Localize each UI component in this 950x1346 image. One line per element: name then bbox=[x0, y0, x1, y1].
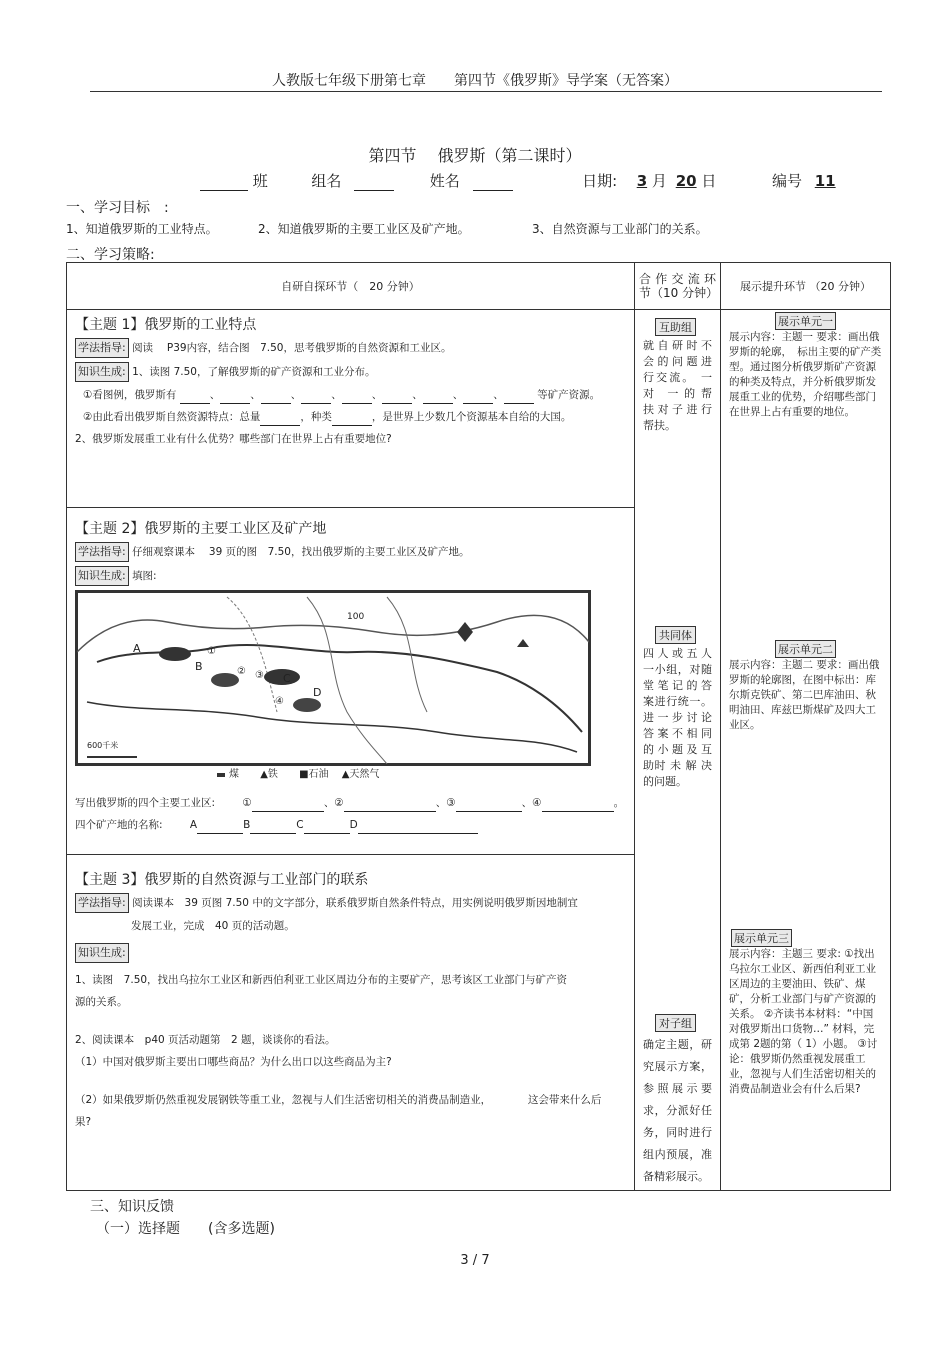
answer-blank[interactable] bbox=[301, 391, 331, 404]
page-title: 第四节 俄罗斯（第二课时） bbox=[368, 146, 582, 165]
class-label: 班 bbox=[252, 172, 268, 190]
day-unit: 日 bbox=[701, 172, 717, 190]
goal-3: 3、自然资源与工业部门的关系。 bbox=[532, 222, 708, 236]
group-label: 组名 bbox=[311, 172, 342, 190]
display-unit3-text: 展示内容：主题三 要求: ①找出乌拉尔工业区、新西伯利亚工业区周边的主要油田、铁矿、煤矿，分析工业部门与矿产资源的关系。 ②齐读书本材料：“中国对俄罗斯出口货物…” 材料，完成第 2题的第（ 1）小题。 ③讨论：俄罗斯仍然重视发展重工业，忽视与人们生活密切相关的消费品制造业会有什么后果? bbox=[729, 948, 878, 1095]
topic1-q1b: ②由此看出俄罗斯自然资源特点：总量 ，种类 ，是世界上少数几个资源基本自给的大国。 bbox=[83, 408, 626, 426]
page-number: 3 / 7 bbox=[460, 1253, 490, 1268]
display-unit1-tag: 展示单元一 bbox=[775, 312, 836, 330]
display-unit1-text: 展示内容：主题一 要求：画出俄罗斯的轮廓， 标出主要的矿产类型。通过图分析俄罗斯矿产资源的种类及特点，并分析俄罗斯发展重工业的优势，介绍哪些部门在世界上占有重要的地位。 bbox=[729, 331, 882, 418]
month-unit: 月 bbox=[651, 172, 667, 190]
map-circle-3: ③ bbox=[255, 670, 264, 682]
topic1-cell bbox=[67, 310, 635, 508]
map-label-c: C bbox=[283, 672, 291, 686]
header-divider bbox=[90, 91, 882, 92]
topic2-cell bbox=[67, 508, 635, 854]
topic1-know: 1、读图 7.50，了解俄罗斯的矿产资源和工业分布。 bbox=[132, 366, 376, 378]
map-circle-4: ④ bbox=[275, 696, 284, 708]
topic3-q2a: （1）中国对俄罗斯主要出口哪些商品？为什么出口以这些商品为主? bbox=[75, 1055, 392, 1068]
answer-blank[interactable] bbox=[423, 391, 453, 404]
map-label-d: D bbox=[313, 686, 322, 700]
answer-blank[interactable] bbox=[252, 799, 324, 812]
col1-header: 自研自探环节（ 20 分钟） bbox=[67, 263, 635, 310]
answer-blank[interactable] bbox=[250, 821, 296, 834]
col2-header: 合 作 交 流 环节（10 分钟） bbox=[635, 263, 721, 310]
map-circle-2: ② bbox=[237, 666, 246, 678]
cooperation-column bbox=[635, 310, 721, 1191]
topic2-method: 仔细观察课本 39 页的图 7.50，找出俄罗斯的主要工业区及矿产地。 bbox=[132, 546, 470, 559]
name-blank[interactable] bbox=[473, 174, 513, 191]
answer-blank[interactable] bbox=[180, 391, 210, 404]
display-unit2-tag: 展示单元二 bbox=[775, 640, 836, 658]
coal-icon bbox=[217, 773, 225, 777]
topic1-method: 阅读 P39内容，结合图 7.50，思考俄罗斯的自然资源和工业区。 bbox=[132, 342, 452, 354]
map-grid-number: 100 bbox=[347, 612, 365, 623]
answer-blank[interactable] bbox=[456, 799, 522, 812]
answer-blank[interactable] bbox=[260, 413, 300, 426]
goal-1: 1、知道俄罗斯的工业特点。 bbox=[66, 222, 218, 236]
topic2-q-mine: 四个矿产地的名称: A B C D bbox=[75, 816, 626, 834]
mutual-help-text: 就 自 研 时 不 会 的 问 题 进 行交流。 一 对 一 的 帮 扶 对 子 进 行 帮扶。 bbox=[643, 339, 712, 432]
answer-blank[interactable] bbox=[220, 391, 250, 404]
strategy-table bbox=[66, 262, 891, 1191]
iron-icon: ▲ bbox=[260, 769, 268, 781]
number-label: 编号 bbox=[771, 172, 802, 190]
answer-blank[interactable] bbox=[504, 391, 534, 404]
class-blank[interactable] bbox=[200, 174, 248, 191]
answer-blank[interactable] bbox=[344, 799, 436, 812]
russia-map-svg bbox=[75, 590, 591, 766]
page-header: 人教版七年级下册第七章 第四节《俄罗斯》导学案（无答案） bbox=[272, 73, 678, 89]
topic3-title: 【主题 3】俄罗斯的自然资源与工业部门的联系 bbox=[75, 871, 369, 888]
answer-blank[interactable] bbox=[358, 821, 478, 834]
oil-icon: ■ bbox=[299, 769, 309, 781]
topic3-q1b: 源的关系。 bbox=[75, 995, 128, 1008]
pair-group-text: 确定主题，研究展示方案，参 照 展 示 要 求，分派好任务，同时进行组内预展，准备精彩展示。 bbox=[643, 1038, 712, 1183]
topic3-cell bbox=[67, 854, 635, 1190]
section3-sub: （一）选择题 (含多选题) bbox=[96, 1221, 275, 1237]
knowledge-tag: 知识生成: bbox=[75, 362, 129, 382]
gas-icon: ▲ bbox=[341, 769, 350, 781]
knowledge-tag: 知识生成: bbox=[75, 566, 129, 586]
group-blank[interactable] bbox=[354, 174, 394, 191]
method-tag: 学法指导: bbox=[75, 338, 129, 358]
map-legend: 煤 ▲铁 ■石油 ▲天然气 bbox=[217, 766, 626, 784]
goal-2: 2、知道俄罗斯的主要工业区及矿产地。 bbox=[258, 222, 470, 236]
section2-heading: 二、学习策略: bbox=[66, 247, 155, 263]
method-tag: 学法指导: bbox=[75, 542, 129, 562]
topic3-q2: 2、阅读课本 p40 页活动题第 2 题，谈谈你的看法。 bbox=[75, 1033, 336, 1046]
answer-blank[interactable] bbox=[382, 391, 412, 404]
topic2-q-industry: 写出俄罗斯的四个主要工业区: ① 、② 、③ 、④ 。 bbox=[75, 794, 626, 812]
map-label-a: A bbox=[133, 642, 141, 656]
map-circle-1: ① bbox=[207, 646, 216, 658]
topic3-method: 阅读课本 39 页图 7.50 中的文字部分，联系俄罗斯自然条件特点，用实例说明俄罗斯因地制宜 bbox=[132, 896, 578, 909]
date-day: 20 bbox=[675, 172, 697, 190]
mutual-help-tag: 互助组 bbox=[655, 318, 696, 336]
answer-blank[interactable] bbox=[542, 799, 614, 812]
topic1-q1a: ①看图例，俄罗斯有 、 、 、 、 、 、 、 、 等矿产资源。 bbox=[83, 386, 626, 404]
number-value: 11 bbox=[814, 172, 836, 190]
community-tag: 共同体 bbox=[655, 626, 696, 644]
topic3-method2: 发展工业，完成 40 页的活动题。 bbox=[131, 919, 295, 932]
section1-heading: 一、学习目标 : bbox=[66, 200, 169, 216]
answer-blank[interactable] bbox=[463, 391, 493, 404]
map-label-b: B bbox=[195, 660, 203, 674]
answer-blank[interactable] bbox=[342, 391, 372, 404]
name-label: 姓名 bbox=[429, 172, 460, 190]
date-month: 3 bbox=[636, 172, 648, 190]
display-column bbox=[721, 310, 891, 1191]
answer-blank[interactable] bbox=[332, 413, 372, 426]
map-scale: 600千米 bbox=[87, 741, 119, 751]
method-tag: 学法指导: bbox=[75, 893, 129, 913]
answer-blank[interactable] bbox=[261, 391, 291, 404]
answer-blank[interactable] bbox=[197, 821, 243, 834]
knowledge-tag: 知识生成: bbox=[75, 943, 129, 963]
topic2-know: 填图: bbox=[132, 570, 157, 583]
community-text: 四 人 或 五 人 一小组，对随 堂 笔 记 的 答 案进行统一。进 一 步 讨 论 答 案 不 相 同 的 小 题 及 互 助时 未 解 决 的问题。 bbox=[643, 647, 712, 788]
topic1-title: 【主题 1】俄罗斯的工业特点 bbox=[75, 317, 257, 333]
date-label: 日期: bbox=[582, 172, 618, 190]
topic3-q2b: （2）如果俄罗斯仍然重视发展钢铁等重工业，忽视与人们生活密切相关的消费品制造业， 这会带来什么后 bbox=[75, 1093, 602, 1106]
pair-group-tag: 对子组 bbox=[655, 1014, 696, 1032]
russia-map bbox=[75, 590, 587, 762]
topic2-title: 【主题 2】俄罗斯的主要工业区及矿产地 bbox=[75, 521, 327, 538]
info-line bbox=[200, 170, 836, 191]
col3-header: 展示提升环节 （20 分钟） bbox=[721, 263, 891, 310]
topic3-q2b2: 果? bbox=[75, 1115, 92, 1128]
answer-blank[interactable] bbox=[304, 821, 350, 834]
topic3-q1: 1、读图 7.50，找出乌拉尔工业区和新西伯利亚工业区周边分布的主要矿产，思考该区工业部门与矿产资 bbox=[75, 973, 568, 986]
display-unit3-tag: 展示单元三 bbox=[731, 929, 792, 947]
section3-heading: 三、知识反馈 bbox=[90, 1199, 174, 1215]
topic1-q2: 2、俄罗斯发展重工业有什么优势？哪些部门在世界上占有重要地位? bbox=[75, 433, 392, 445]
display-unit2-text: 展示内容：主题二 要求：画出俄罗斯的轮廓图，在图中标出：库尔斯克铁矿、第二巴库油田、秋明油田、库兹巴斯煤矿及四大工业区。 bbox=[729, 659, 880, 731]
